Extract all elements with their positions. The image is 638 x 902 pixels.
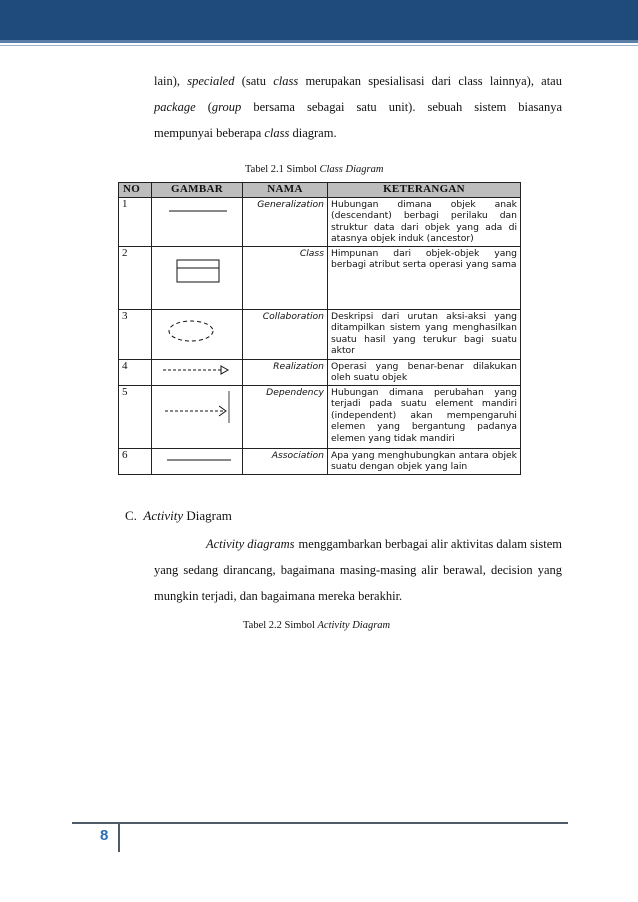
intro-line-2: package (group bersama sebagai satu unit). sebuah sistem biasanya <box>154 100 562 114</box>
header-rule-thin <box>0 45 638 46</box>
table-row <box>119 309 521 359</box>
table-row <box>119 197 521 246</box>
activity-line-2: yang sedang dirancang, bagaimana masing-masing alir berawal, decision yang <box>154 563 562 577</box>
intro-paragraph <box>154 68 562 146</box>
row-keterangan: Operasi yang benar-benar dilakukan oleh suatu objek <box>328 359 521 385</box>
table-row <box>119 359 521 385</box>
row-keterangan: Himpunan dari objek-objek yang berbagi atribut serta operasi yang sama <box>328 246 521 309</box>
row-nama: Association <box>243 448 328 474</box>
activity-paragraph <box>154 531 562 609</box>
row-no: 4 <box>119 359 152 385</box>
row-symbol <box>152 385 243 448</box>
footer-rule <box>72 822 568 824</box>
row-symbol <box>152 197 243 246</box>
dependency-arrow-icon <box>155 387 235 427</box>
row-nama: Class <box>243 246 328 309</box>
table-row <box>119 246 521 309</box>
collaboration-ellipse-icon <box>155 311 235 351</box>
footer-separator <box>118 824 120 852</box>
table-row <box>119 448 521 474</box>
row-symbol <box>152 448 243 474</box>
row-symbol <box>152 246 243 309</box>
table-header-row <box>119 183 521 198</box>
activity-line-3: mungkin terjadi, dan bagaimana mereka berakhir. <box>154 589 403 603</box>
row-nama: Realization <box>243 359 328 385</box>
row-keterangan: Hubungan dimana objek anak (descendant) berbagi perilaku dan struktur data dari objek yang ada di atasnya objek induk (ancestor) <box>328 197 521 246</box>
row-no: 6 <box>119 448 152 474</box>
class-diagram-symbol-table <box>118 182 525 479</box>
intro-line-3: mempunyai beberapa class diagram. <box>154 126 337 140</box>
row-keterangan: Deskripsi dari urutan aksi-aksi yang ditampilkan sistem yang menghasilkan suatu hasil yang terukur bagi suatu aktor <box>328 309 521 359</box>
table1-caption: Tabel 2.1 Simbol Class Diagram <box>245 164 384 175</box>
header-keterangan: KETERANGAN <box>328 183 521 198</box>
row-no: 5 <box>119 385 152 448</box>
header-nama: NAMA <box>243 183 328 198</box>
row-nama: Collaboration <box>243 309 328 359</box>
row-no: 3 <box>119 309 152 359</box>
page-number: 8 <box>100 827 109 844</box>
class-box-icon <box>155 248 235 288</box>
header-no: NO <box>119 183 152 198</box>
row-nama: Generalization <box>243 197 328 246</box>
header-rule <box>0 40 638 43</box>
row-no: 1 <box>119 197 152 246</box>
table-row <box>119 385 521 448</box>
row-symbol <box>152 359 243 385</box>
table2-caption: Tabel 2.2 Simbol Activity Diagram <box>243 620 391 631</box>
section-heading-activity-diagram: C. Activity Diagram <box>125 508 232 523</box>
association-line-icon <box>155 450 235 464</box>
row-keterangan: Apa yang menghubungkan antara objek suatu dengan objek yang lain <box>328 448 521 474</box>
realization-arrow-icon <box>155 361 235 379</box>
row-keterangan: Hubungan dimana perubahan yang terjadi pada suatu element mandiri (independent) akan mempengaruhi elemen yang bergantung padanya elemen yang tidak mandiri <box>328 385 521 448</box>
row-nama: Dependency <box>243 385 328 448</box>
activity-line-1: Activity diagrams menggambarkan berbagai alir aktivitas dalam sistem <box>206 537 562 551</box>
row-no: 2 <box>119 246 152 309</box>
generalization-line-icon <box>155 199 235 215</box>
intro-line-1: lain), specialed (satu class merupakan spesialisasi dari class lainnya), atau <box>154 74 562 88</box>
row-symbol <box>152 309 243 359</box>
header-bar <box>0 0 638 40</box>
header-gambar: GAMBAR <box>152 183 243 198</box>
